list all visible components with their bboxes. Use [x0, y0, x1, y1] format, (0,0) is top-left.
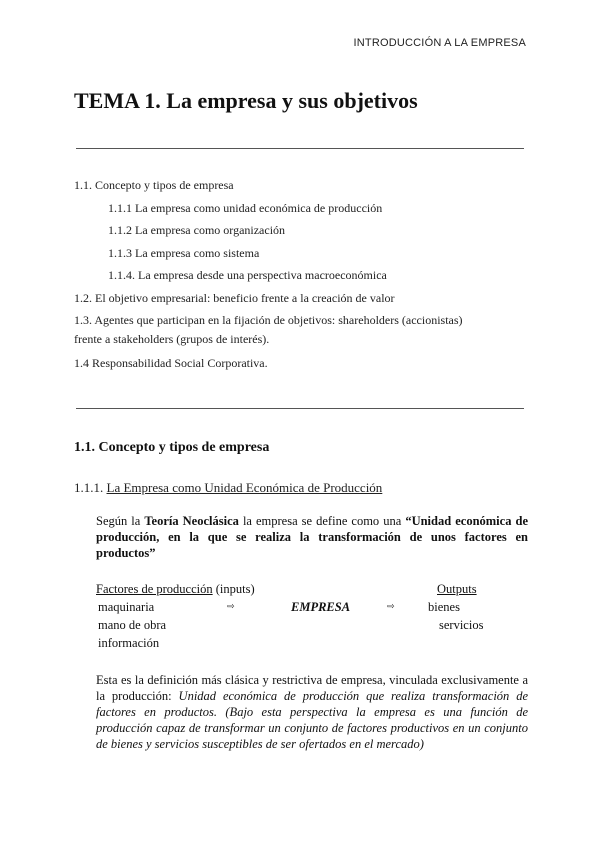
theory-name: Teoría Neoclásica — [144, 514, 239, 528]
toc-item: 1.3. Agentes que participan en la fijación de objetivos: shareholders (accionistas) — [74, 313, 463, 327]
input-item: información — [98, 636, 160, 650]
subsection-number: 1.1.1. — [74, 480, 104, 495]
para-text: Esta es la definición más clásica y restrictiva de empresa, vinculada exclusivamente a la producción: — [96, 673, 528, 703]
inputs-label: Factores de producción — [96, 582, 213, 596]
toc-item: 1.1.4. La empresa desde una perspectiva macroeconómica — [108, 268, 387, 282]
output-item: servicios — [439, 618, 484, 632]
toc-item: 1.1.3 La empresa como sistema — [108, 246, 260, 260]
toc-item: 1.1.1 La empresa como unidad económica de producción — [108, 201, 383, 215]
output-item: bienes — [428, 600, 460, 614]
input-item: mano de obra — [98, 618, 167, 632]
divider-bottom — [76, 408, 524, 409]
divider-top — [76, 148, 524, 149]
section-heading: 1.1. Concepto y tipos de empresa — [74, 440, 270, 455]
empresa-label: EMPRESA — [291, 600, 351, 614]
outputs-label: Outputs — [437, 582, 477, 596]
definition-paragraph — [96, 513, 528, 561]
toc-item: 1.1. Concepto y tipos de empresa — [74, 178, 234, 192]
running-header: INTRODUCCIÓN A LA EMPRESA — [353, 37, 526, 49]
explanation-paragraph — [96, 672, 528, 752]
page-title: TEMA 1. La empresa y sus objetivos — [74, 88, 418, 113]
toc-item: frente a stakeholders (grupos de interés). — [74, 332, 270, 346]
subsection-heading — [74, 480, 382, 496]
inputs-header — [96, 582, 255, 597]
definition-quote: “Unidad económica de producción, en la que se realiza la transformación de unos factores en productos” — [96, 514, 528, 560]
toc-item: 1.2. El objetivo empresarial: beneficio frente a la creación de valor — [74, 291, 395, 305]
para-text: Según la — [96, 514, 141, 528]
inputs-note: (inputs) — [215, 582, 255, 596]
input-item: maquinaria — [98, 600, 155, 614]
para-text: la empresa se define como una — [242, 514, 402, 528]
toc-item: 1.1.2 La empresa como organización — [108, 223, 286, 237]
arrow-right-icon: ⇨ — [387, 602, 395, 612]
arrow-right-icon: ⇨ — [227, 602, 235, 612]
toc-item: 1.4 Responsabilidad Social Corporativa. — [74, 356, 268, 370]
subsection-title: La Empresa como Unidad Económica de Producción — [106, 480, 383, 495]
para-italic-text: Unidad económica de producción que realiza transformación de factores en productos. (Bajo esta perspectiva la empresa es una función de producción capaz de transformar un conjunto de factores productivos en un conjunto de bienes y servicios susceptibles de ser ofertados en el mercado) — [96, 689, 528, 751]
